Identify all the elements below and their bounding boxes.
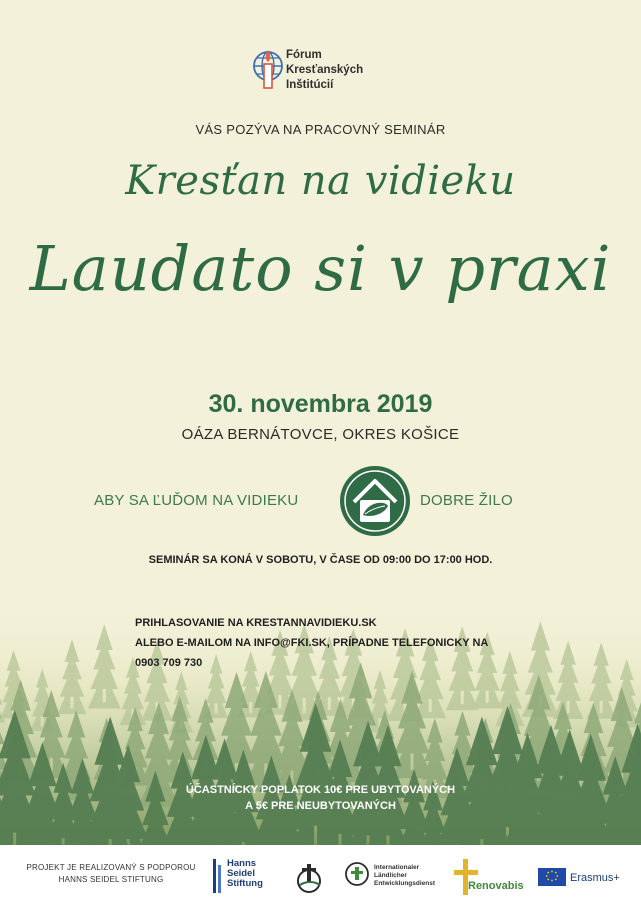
- registration-info: [135, 613, 488, 673]
- ild-logo: [344, 861, 454, 893]
- cross-ring-logo-icon: [292, 863, 326, 893]
- motto-left: ABY SA ĽUĎOM NA VIDIEKU: [94, 492, 299, 509]
- erasmus-text: Erasmus+: [570, 872, 620, 884]
- ild-globe-icon: [344, 861, 370, 887]
- ild-line2: Ländlicher: [374, 872, 407, 879]
- eu-flag-icon: [538, 868, 566, 886]
- project-line2: HANNS SEIDEL STIFTUNG: [58, 875, 164, 884]
- invite-text: VÁS POZÝVA NA PRACOVNÝ SEMINÁR: [195, 122, 446, 137]
- sponsor-footer: [0, 845, 641, 909]
- renovabis-logo: [454, 859, 534, 899]
- hss-line2: Seidel: [227, 868, 255, 879]
- renovabis-text: Renovabis: [468, 880, 524, 892]
- seminar-info: SEMINÁR SA KONÁ V SOBOTU, V ČASE OD 09:00 DO 17:00 HOD.: [148, 554, 493, 566]
- event-place: OÁZA BERNÁTOVCE, OKRES KOŠICE: [181, 426, 460, 443]
- title-line2: Laudato si v praxi: [29, 232, 612, 305]
- project-support-text: [26, 862, 196, 886]
- fki-logo: [252, 44, 392, 96]
- registration-phone: 0903 709 730: [135, 657, 203, 669]
- erasmus-logo: [538, 867, 638, 887]
- hss-mark-icon: [213, 859, 225, 895]
- registration-line1: PRIHLASOVANIE NA KRESTANNAVIDIEKU.SK: [135, 617, 377, 629]
- event-date: 30. novembra 2019: [208, 390, 433, 418]
- globe-candle-icon: [252, 44, 284, 92]
- ild-line3: Entwicklungsdienst: [374, 880, 436, 887]
- title-line1: Kresťan na vidieku: [125, 158, 516, 204]
- hss-logo: [213, 859, 283, 897]
- fee-line2: A 5€ PRE NEUBYTOVANÝCH: [245, 800, 396, 812]
- org-name-line1: Fórum: [286, 49, 322, 61]
- hss-line3: Stiftung: [227, 878, 263, 889]
- house-leaf-icon: [338, 464, 412, 538]
- org-name: [286, 48, 363, 93]
- project-line1: PROJEKT JE REALIZOVANÝ S PODPOROU: [26, 863, 196, 872]
- registration-line2: ALEBO E-MAILOM NA INFO@FKI.SK, PRÍPADNE TELEFONICKY NA: [135, 637, 489, 649]
- ild-line1: Internationaler: [374, 864, 420, 871]
- motto-right: DOBRE ŽILO: [420, 492, 513, 509]
- fee-info: [0, 782, 641, 814]
- org-name-line2: Kresťanských: [286, 64, 364, 76]
- fee-line1: ÚČASTNÍCKY POPLATOK 10€ PRE UBYTOVANÝCH: [185, 784, 456, 796]
- hss-line1: Hanns: [227, 858, 257, 869]
- org-name-line3: Inštitúcií: [286, 79, 334, 91]
